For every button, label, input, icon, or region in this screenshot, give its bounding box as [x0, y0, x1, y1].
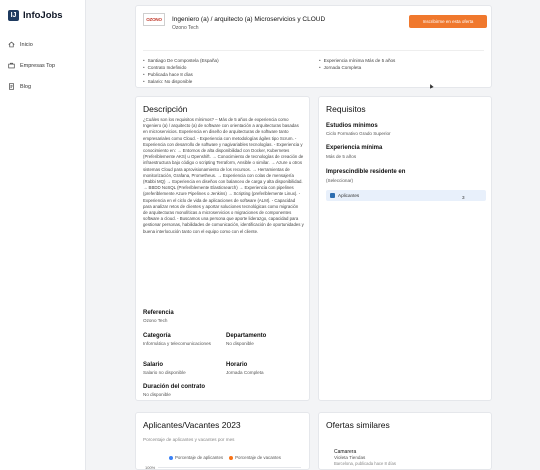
- reference-label: Referencia: [143, 310, 174, 316]
- experience-value: Más de 5 años: [326, 154, 357, 159]
- bullet-icon: •: [143, 65, 145, 70]
- chart-title: Aplicantes/Vacantes 2023: [143, 420, 241, 430]
- resident-label: Imprescindible residente en: [326, 169, 406, 175]
- job-fact: [143, 57, 219, 64]
- job-fact: [319, 64, 395, 71]
- resident-value: (Seleccionar): [326, 178, 354, 183]
- legend-item-vacancies[interactable]: [229, 455, 281, 460]
- legend-item-applicants[interactable]: [169, 455, 223, 460]
- similar-title: Ofertas similares: [326, 420, 390, 430]
- job-fact-text: Experiencia mínima Más de 5 años: [323, 58, 396, 63]
- job-company[interactable]: Ozono Tech: [172, 25, 199, 31]
- description-text: ¿Cuáles son los requisitos mínimos? – Más de 5 años de experiencia como Ingeniero (a) / arquitecto (a) de software con orientación a arquitecturas basadas en microservicios. Experiencia en diseño de arquitecturas de software tanto empresariales como Cloud. - Experiencia con metodologías ágiles tipo Scrum. - Experiencia con desarrollo de software y nagivariables tecnologías. - Experiencia y conocimiento en: → Entornos de alta disponibilidad con Docker, Kubernetes (Preferiblemente AKS) u Openshift. → Conocimiento de tecnologías de creación de infraestructura bajo código o scripting Terraform, Ansible o similar. → Azure u otros sistemas Cloud para aprovisionamiento de los recursos. → Herramientas de monitorización, Grafana, Prometheus. → Experiencia con colas de mensajería (Rabbi MQ) → Experiencia en diseños con balanceo de carga y alta disponibilidad. → BBDD NoSQL (Preferiblemente Elasticsearch) → Experiencia con pipelines (preferiblemente Azure Pipelines o Jenkins) → Scripting (preferiblemente Linux). - Experiencia en el ciclo de vida de aplicaciones de software (ALM). - Capacidad para analizar retos de clientes y aportar soluciones tecnológicas como migración de arquitecturas monolíticas a microservicios o migraciones de componentes software a cloud. - Buscamos una persona que aporte liderazgo, capacidad para gestionar personas, habilidades de comunicación, identificación de oportunidades y buena interlocución tanto con el equipo como con el cliente.: [143, 117, 304, 234]
- bullet-icon: •: [143, 79, 145, 84]
- job-fact: [143, 64, 219, 71]
- category-label: Categoría: [143, 333, 171, 339]
- schedule-label: Horario: [226, 362, 248, 368]
- sidebar-item-inicio[interactable]: [0, 34, 85, 55]
- duration-label: Duración del contrato: [143, 384, 206, 390]
- job-fact-text: Publicada hace 8 días: [147, 72, 193, 77]
- chart-legend: [169, 455, 281, 460]
- chart-subtitle: Porcentaje de aplicantes y vacantes por mes: [143, 437, 235, 442]
- applicants-chart-card: [135, 412, 310, 470]
- job-fact: [319, 57, 395, 64]
- description-card: [135, 96, 310, 401]
- experience-label: Experiencia mínima: [326, 145, 383, 151]
- job-fact-text: Salario: No disponible: [147, 79, 193, 84]
- job-fact-text: Santiago De Compostela (España): [147, 58, 219, 63]
- similar-offers-card: [318, 412, 492, 470]
- legend-label: Porcentaje de vacantes: [235, 455, 281, 460]
- company-logo: OZONO: [143, 13, 165, 26]
- salary-label: Salario: [143, 362, 164, 368]
- schedule-value: Jornada Completa: [226, 370, 264, 375]
- mouse-cursor-icon: [428, 83, 433, 88]
- job-fact-text: Contrato Indefinido: [147, 65, 187, 70]
- job-facts-left: [143, 57, 219, 85]
- applicants-count: 3: [462, 195, 465, 200]
- chart-gridline: [158, 467, 301, 468]
- y-axis-tick: 100%: [145, 465, 156, 470]
- bullet-icon: •: [319, 65, 321, 70]
- sidebar-item-label: Blog: [20, 83, 32, 90]
- legend-swatch: [169, 456, 173, 460]
- job-title: Ingeniero (a) / arquitecto (a) Microservicios y CLOUD: [172, 16, 326, 23]
- requirements-title: Requisitos: [326, 104, 366, 114]
- document-icon: [8, 83, 15, 90]
- similar-offer-meta: Barcelona, publicada hace 8 días: [334, 461, 396, 466]
- duration-value: No disponible: [143, 392, 171, 397]
- requirements-card: [318, 96, 492, 401]
- applicants-label: Aplicantes: [338, 193, 360, 198]
- briefcase-icon: [8, 62, 15, 69]
- app-name: InfoJobs: [23, 9, 63, 21]
- similar-offer-item[interactable]: [334, 449, 396, 467]
- home-icon: [8, 41, 15, 48]
- sidebar-item-blog[interactable]: [0, 76, 85, 97]
- category-value: Informática y telecomunicaciones: [143, 341, 211, 346]
- sidebar-item-empresas-top[interactable]: [0, 55, 85, 76]
- description-title: Descripción: [143, 104, 188, 114]
- department-value: No disponible: [226, 341, 254, 346]
- job-fact: [143, 78, 219, 85]
- users-icon: [330, 193, 335, 198]
- sidebar: [0, 0, 86, 470]
- legend-label: Porcentaje de aplicantes: [175, 455, 224, 460]
- studies-value: Ciclo Formativo Grado Superior: [326, 131, 391, 136]
- job-fact: [143, 71, 219, 78]
- department-label: Departamento: [226, 333, 267, 339]
- similar-offer-company: Violeta Tiendas: [334, 455, 366, 460]
- bullet-icon: •: [143, 72, 145, 77]
- job-header-card: [135, 5, 492, 88]
- studies-label: Estudios mínimos: [326, 123, 378, 129]
- reference-value: Ozono Tech: [143, 318, 168, 323]
- apply-button[interactable]: Inscribirme en esta oferta: [409, 15, 487, 28]
- bullet-icon: •: [143, 58, 145, 63]
- app-logo[interactable]: [0, 0, 85, 22]
- infojobs-logo-icon: IJ: [8, 10, 19, 21]
- salary-value: Salario no disponible: [143, 370, 186, 375]
- legend-swatch: [229, 456, 233, 460]
- sidebar-item-label: Inicio: [20, 41, 33, 48]
- sidebar-item-label: Empresas Top: [20, 62, 56, 69]
- divider: [143, 50, 484, 51]
- similar-offer-title: Camarera: [334, 449, 357, 455]
- sidebar-nav: [0, 34, 85, 97]
- job-facts-right: [319, 57, 395, 71]
- job-fact-text: Jornada Completa: [323, 65, 362, 70]
- bullet-icon: •: [319, 58, 321, 63]
